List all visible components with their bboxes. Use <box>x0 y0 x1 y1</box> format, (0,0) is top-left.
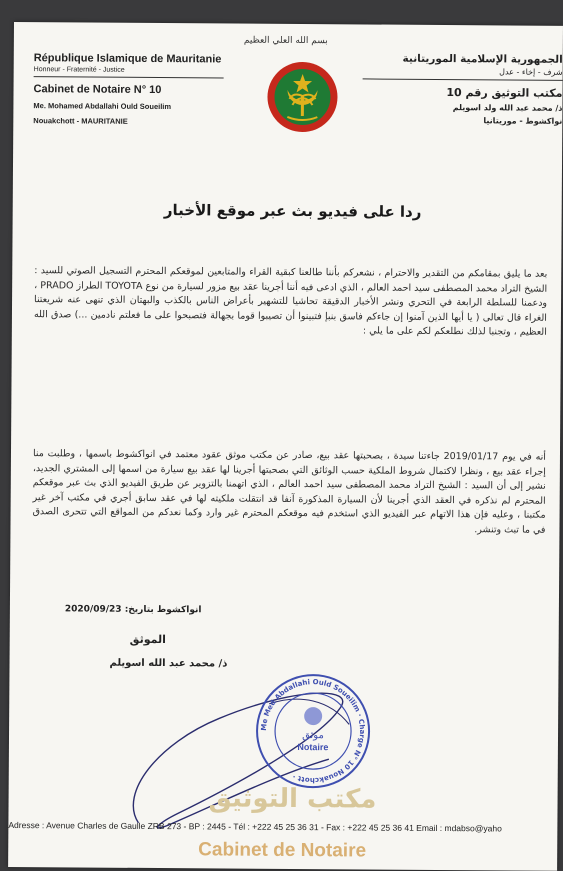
basmala: بسم الله العلي العظيم <box>243 35 328 47</box>
office-name-ar: مكتب التوثيق رقم 10 <box>446 86 563 100</box>
document-page <box>8 22 563 871</box>
stamp-ring-text: Me Med Abdallahi Ould Soueilim · Charge N° 10 Nouakchott · <box>259 678 367 785</box>
notary-name-fr: Me. Mohamed Abdallahi Ould Soueilim <box>33 101 172 112</box>
footer-address: Adresse : Avenue Charles de Gaulle ZRB 273 - BP : 2445 - Tél : +222 45 25 36 31 - Fax : +222 45 25 36 41 Email : mdabso@yaho <box>8 819 502 834</box>
paragraph-intro: بعد ما يليق بمقامكم من التقدير والاحترام ، نشعركم بأننا طالعنا كبقية القراء والمتابعين لموقعكم المحترم التسجيل الصوتي للسيد : الشيخ التراد محمد المصطفى سيد احمد العالم ، الذي ادعى فيه أننا أجرينا عقد بيع مزور لسيارة من نوع TOYOTA الطراز PRADO ، ودعمنا للسلطة الرابعة في التحري ونشر الأخبار الدقيقة تحاشيا للتشهير بأعراض الناس بالكذب والبهتان الذي تنهى عنه شريعتنا الغراء قال تعالى ( يا أيها الذين آمنوا إن جاءكم فاسق بنبإ فتبينوا أن تصيبوا قوما بجهالة فتصبحوا على ما فعلتم نادمين ...) صدق الله العظيم ، وتجنبا لذلك نطلعكم لكم على ما يلي : <box>33 265 548 338</box>
date-line: انواكشوط بتاريخ: 2020/09/23 <box>64 604 202 616</box>
country-name-ar: الجمهورية الإسلامية الموريتانية <box>402 52 563 66</box>
city-ar: نواكشوط - موريتانيا <box>483 116 563 126</box>
country-name-fr: République Islamique de Mauritanie <box>33 52 222 66</box>
notary-name-ar: ذ/ محمد عبد الله ولد اسويلم <box>452 103 563 113</box>
stamp-label: Notaire <box>297 741 329 753</box>
motto-fr: Honneur - Fraternité - Justice <box>33 66 125 74</box>
watermark-french: Cabinet de Notaire <box>198 839 367 862</box>
motto-ar: شرف - إخاء - عدل <box>499 67 563 77</box>
watermark-arabic: مكتب التوثيق <box>208 783 377 815</box>
header-divider <box>34 76 224 78</box>
office-name-fr: Cabinet de Notaire N° 10 <box>33 83 162 97</box>
header-arabic <box>352 52 562 125</box>
signature-name: ذ/ محمد عبد الله اسويلم <box>109 657 228 670</box>
notary-stamp <box>254 672 373 791</box>
document-title: ردا على فيديو بث عبر موقع الأخبار <box>163 201 422 221</box>
stamp-arabic-text: موثق <box>302 730 324 742</box>
national-emblem-icon <box>265 54 340 141</box>
paragraph-details: أنه في يوم 2019/01/17 جاءتنا سيدة ، بصحبتها عقد بيع، صادر عن مكتب موثق عقود معتمد في انواكشوط باسمها ، وطلبت منا إجراء عقد بيع ، ونظرا لاكتمال شروط الملكية حسب الوثائق التي بصحبتها أجرينا لها عقد بيع سيارة من اسمها إلى المشتري الجديد، نشير إلى أن السيد : الشيخ التراد محمد المصطفى سيد احمد العالم ، الذي اتهمنا بالتزوير عن طريق الفيديو الذي بث عبر موقعكم المحترم لم نذكره في العقد الذي أجرينا لأن السيارة المذكورة آنفا قد انتقلت ملكيته لها في عقد سابق أجري في مكتب آخر غير مكتبنا ، وعليه فإن هذا الاتهام عبر الفيديو الذي استخدم فيه موقعكم المحترم غير وارد وكما نعدكم من المواقع التي تتحرى الصدق في ما تبث وتنشر. <box>32 448 547 536</box>
header-divider <box>363 78 563 80</box>
signature-title: الموثق <box>129 632 166 647</box>
city-fr: Nouakchott - MAURITANIE <box>33 116 128 126</box>
header-french <box>33 52 234 126</box>
